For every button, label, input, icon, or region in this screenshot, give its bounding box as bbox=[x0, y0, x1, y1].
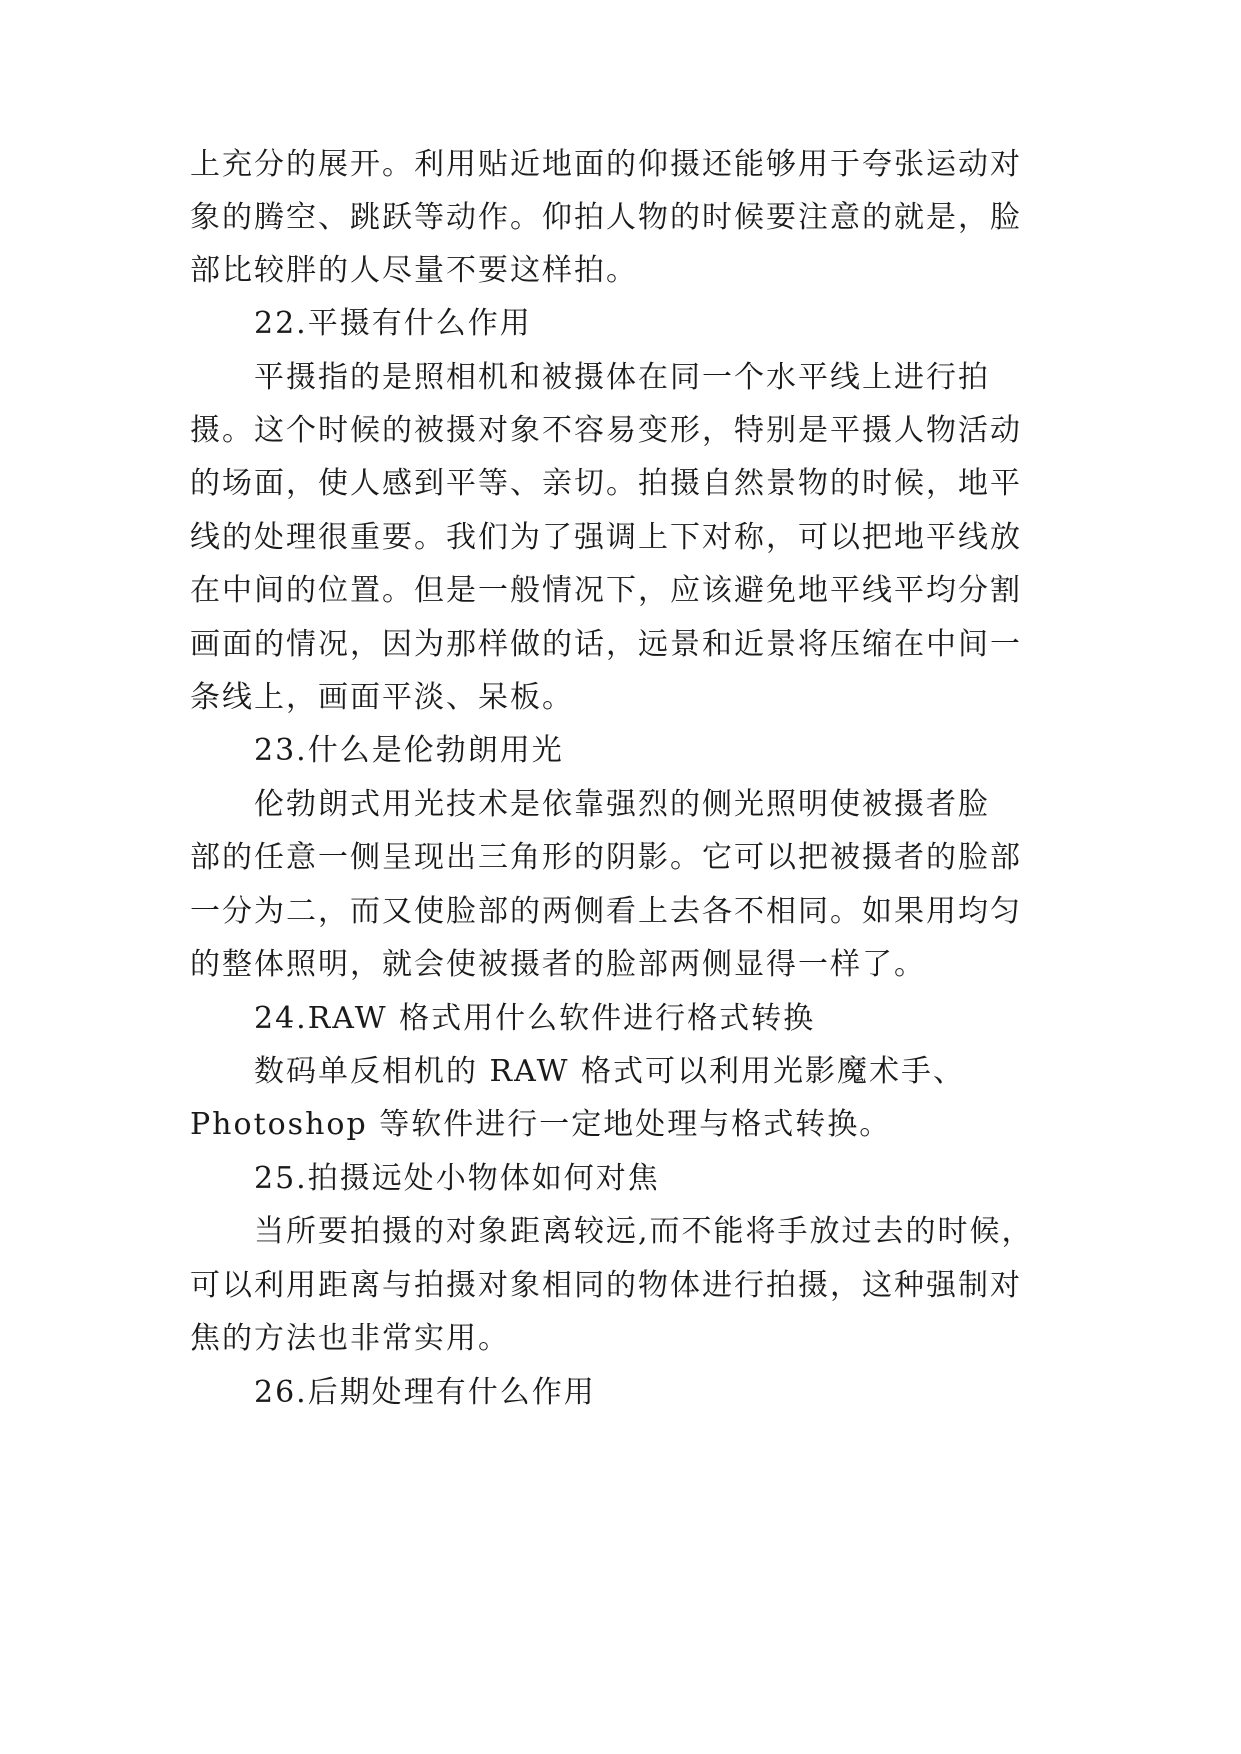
body-text-line: 象的腾空、跳跃等动作。仰拍人物的时候要注意的就是，脸 bbox=[190, 200, 1022, 235]
body-text-line: 在中间的位置。但是一般情况下，应该避免地平线平均分割 bbox=[190, 573, 1022, 608]
body-text-line: 上充分的展开。利用贴近地面的仰摄还能够用于夸张运动对 bbox=[190, 147, 1022, 182]
body-text-line: 一分为二，而又使脸部的两侧看上去各不相同。如果用均匀 bbox=[190, 894, 1022, 929]
section-heading: 22.平摄有什么作用 bbox=[254, 306, 532, 341]
body-text-line: 当所要拍摄的对象距离较远,而不能将手放过去的时候， bbox=[254, 1214, 1034, 1249]
body-text-line: 摄。这个时候的被摄对象不容易变形，特别是平摄人物活动 bbox=[190, 413, 1022, 448]
body-text-line: 线的处理很重要。我们为了强调上下对称，可以把地平线放 bbox=[190, 520, 1022, 555]
body-text-line: 平摄指的是照相机和被摄体在同一个水平线上进行拍 bbox=[254, 360, 990, 395]
body-text-line: Photoshop 等软件进行一定地处理与格式转换。 bbox=[190, 1107, 892, 1142]
section-heading: 23.什么是伦勃朗用光 bbox=[254, 733, 564, 768]
body-text-line: 的整体照明，就会使被摄者的脸部两侧显得一样了。 bbox=[190, 947, 926, 982]
section-heading: 24.RAW 格式用什么软件进行格式转换 bbox=[254, 1001, 816, 1036]
body-text-line: 可以利用距离与拍摄对象相同的物体进行拍摄，这种强制对 bbox=[190, 1268, 1022, 1303]
body-text-line: 条线上，画面平淡、呆板。 bbox=[190, 680, 574, 715]
body-text-line: 数码单反相机的 RAW 格式可以利用光影魔术手、 bbox=[254, 1054, 965, 1089]
body-text-line: 伦勃朗式用光技术是依靠强烈的侧光照明使被摄者脸 bbox=[254, 787, 990, 822]
body-text-line: 画面的情况，因为那样做的话，远景和近景将压缩在中间一 bbox=[190, 627, 1022, 662]
body-text-line: 部的任意一侧呈现出三角形的阴影。它可以把被摄者的脸部 bbox=[190, 840, 1022, 875]
section-heading: 26.后期处理有什么作用 bbox=[254, 1375, 596, 1410]
body-text-line: 的场面，使人感到平等、亲切。拍摄自然景物的时候，地平 bbox=[190, 466, 1022, 501]
section-heading: 25.拍摄远处小物体如何对焦 bbox=[254, 1161, 660, 1196]
body-text-line: 部比较胖的人尽量不要这样拍。 bbox=[190, 253, 638, 288]
body-text-line: 焦的方法也非常实用。 bbox=[190, 1321, 510, 1356]
